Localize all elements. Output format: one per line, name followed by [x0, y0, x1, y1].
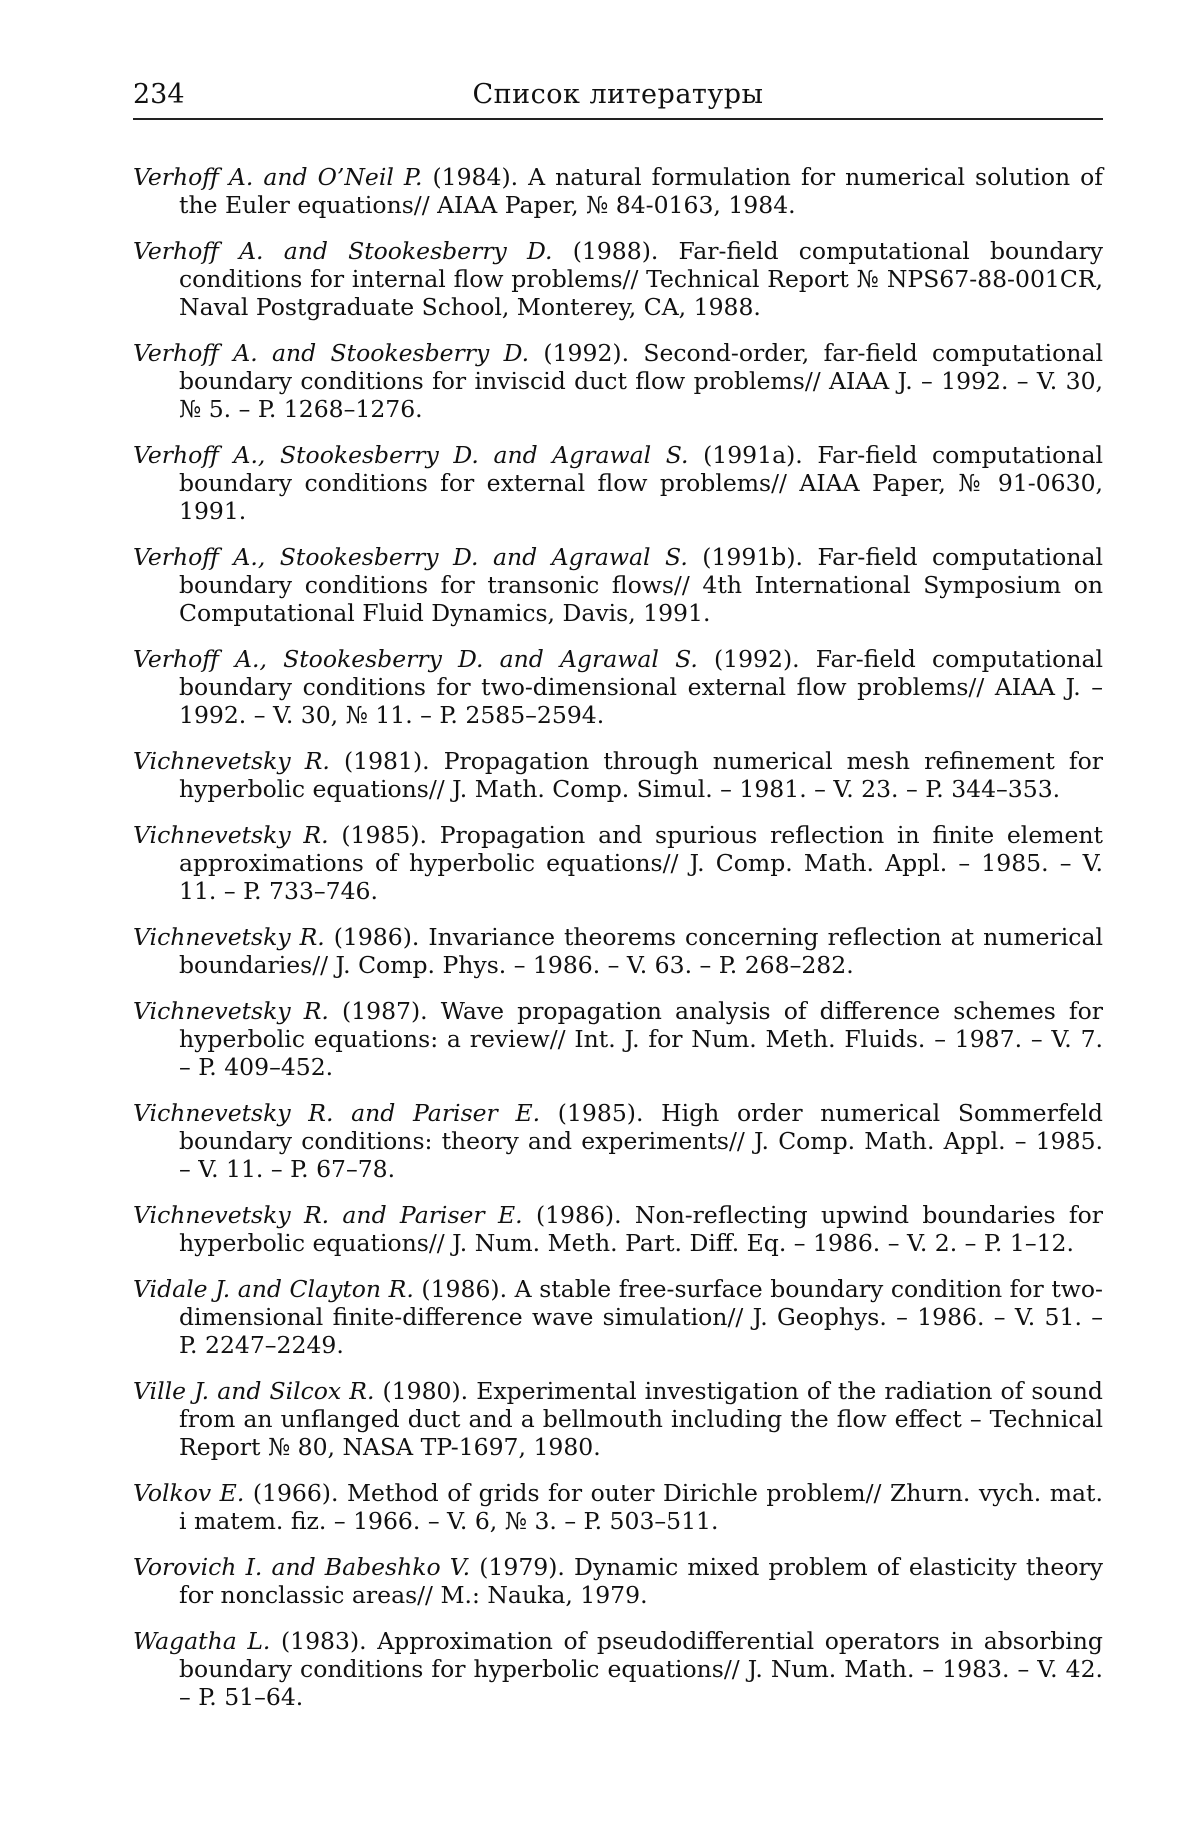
reference-text: Second-order, far-field computational boundary conditions for inviscid duct flow problems// AIAA J. – 1992. – V. 30, № 5. – P. 1268–1276.: [179, 339, 1103, 423]
reference-year: (1991b).: [702, 543, 803, 571]
reference-authors: Vichnevetsky R.: [133, 747, 330, 775]
reference-year: (1986).: [333, 923, 420, 951]
reference-authors: Verhoff A., Stookesberry D. and Agrawal S.: [133, 441, 689, 469]
reference-year: (1986).: [535, 1201, 622, 1229]
reference-year: (1985).: [557, 1099, 644, 1127]
reference-text: Far-field computational boundary conditions for external flow problems// AIAA Paper, № 91-0630, 1991.: [179, 441, 1103, 525]
reference-entry: [133, 237, 1103, 321]
reference-authors: Verhoff A. and O’Neil P.: [133, 163, 423, 191]
page-header: [133, 78, 1103, 120]
reference-text: Dynamic mixed problem of elasticity theory for nonclassic areas// M.: Nauka, 1979.: [179, 1553, 1103, 1609]
reference-entry: [133, 1627, 1103, 1711]
reference-entry: [133, 821, 1103, 905]
reference-authors: Wagatha L.: [133, 1627, 271, 1655]
reference-authors: Ville J. and Silcox R.: [133, 1377, 375, 1405]
reference-year: (1991a).: [703, 441, 803, 469]
reference-entry: [133, 997, 1103, 1081]
reference-text: Approximation of pseudodifferential operators in absorbing boundary conditions for hyperbolic equations// J. Num. Math. – 1983. – V. 42. – P. 51–64.: [179, 1627, 1103, 1711]
reference-text: Non-reflecting upwind boundaries for hyperbolic equations// J. Num. Meth. Part. Diff. Eq. – 1986. – V. 2. – P. 1–12.: [179, 1201, 1103, 1257]
reference-authors: Verhoff A. and Stookesberry D.: [133, 237, 553, 265]
reference-entry: [133, 747, 1103, 803]
reference-year: (1980).: [382, 1377, 469, 1405]
reference-authors: Volkov E.: [133, 1479, 245, 1507]
reference-text: Experimental investigation of the radiation of sound from an unflanged duct and a bellmouth including the flow effect – Technical Report № 80, NASA TP-1697, 1980.: [179, 1377, 1103, 1461]
reference-text: Propagation through numerical mesh refinement for hyperbolic equations// J. Math. Comp. Simul. – 1981. – V. 23. – P. 344–353.: [179, 747, 1103, 803]
reference-text: High order numerical Sommerfeld boundary conditions: theory and experiments// J. Comp. Math. Appl. – 1985. – V. 11. – P. 67–78.: [179, 1099, 1103, 1183]
reference-text: Far-field computational boundary conditions for internal flow problems// Technical Report № NPS67-88-001CR, Naval Postgraduate School, Monterey, CA, 1988.: [179, 237, 1103, 321]
reference-text: A natural formulation for numerical solution of the Euler equations// AIAA Paper, № 84-0163, 1984.: [179, 163, 1103, 219]
reference-entry: [133, 1553, 1103, 1609]
reference-year: (1992).: [713, 645, 800, 673]
reference-entry: [133, 1099, 1103, 1183]
reference-text: Invariance theorems concerning reflection at numerical boundaries// J. Comp. Phys. – 1986. – V. 63. – P. 268–282.: [179, 923, 1103, 979]
reference-year: (1992).: [543, 339, 630, 367]
reference-authors: Vorovich I. and Babeshko V.: [133, 1553, 471, 1581]
reference-authors: Vichnevetsky R.: [133, 923, 325, 951]
reference-authors: Verhoff A., Stookesberry D. and Agrawal S.: [133, 645, 698, 673]
page-number: 234: [133, 79, 185, 110]
reference-authors: Vidale J. and Clayton R.: [133, 1275, 414, 1303]
reference-year: (1985).: [341, 821, 427, 849]
reference-list: [133, 163, 1103, 1729]
reference-entry: [133, 163, 1103, 219]
reference-authors: Vichnevetsky R. and Pariser E.: [133, 1201, 523, 1229]
reference-text: Propagation and spurious reflection in finite element approximations of hyperbolic equations// J. Comp. Math. Appl. – 1985. – V. 11. – P. 733–746.: [179, 821, 1103, 905]
reference-authors: Vichnevetsky R.: [133, 997, 329, 1025]
reference-entry: [133, 1201, 1103, 1257]
reference-text: Method of grids for outer Dirichle problem// Zhurn. vych. mat. i matem. fiz. – 1966. – V. 6, № 3. – P. 503–511.: [179, 1479, 1103, 1535]
reference-entry: [133, 441, 1103, 525]
reference-text: A stable free-surface boundary condition for two-dimensional finite-difference wave simulation// J. Geophys. – 1986. – V. 51. – P. 2247–2249.: [179, 1275, 1103, 1359]
reference-year: (1983).: [280, 1627, 367, 1655]
reference-text: Far-field computational boundary conditions for two-dimensional external flow problems// AIAA J. – 1992. – V. 30, № 11. – P. 2585–2594.: [179, 645, 1103, 729]
reference-year: (1988).: [572, 237, 659, 265]
reference-authors: Verhoff A., Stookesberry D. and Agrawal S.: [133, 543, 688, 571]
reference-text: Wave propagation analysis of difference schemes for hyperbolic equations: a review// Int. J. for Num. Meth. Fluids. – 1987. – V. 7. – P. 409–452.: [179, 997, 1103, 1081]
reference-year: (1987).: [342, 997, 428, 1025]
reference-year: (1981).: [343, 747, 430, 775]
reference-entry: [133, 339, 1103, 423]
reference-year: (1986).: [421, 1275, 508, 1303]
running-title: Список литературы: [472, 79, 764, 110]
reference-year: (1979).: [479, 1553, 565, 1581]
reference-entry: [133, 645, 1103, 729]
reference-authors: Verhoff A. and Stookesberry D.: [133, 339, 530, 367]
reference-entry: [133, 1377, 1103, 1461]
reference-entry: [133, 1479, 1103, 1535]
reference-authors: Vichnevetsky R.: [133, 821, 329, 849]
reference-text: Far-field computational boundary conditions for transonic flows// 4th International Symposium on Computational Fluid Dynamics, Davis, 1991.: [179, 543, 1103, 627]
reference-year: (1966).: [252, 1479, 339, 1507]
reference-entry: [133, 923, 1103, 979]
reference-entry: [133, 1275, 1103, 1359]
reference-year: (1984).: [432, 163, 519, 191]
reference-entry: [133, 543, 1103, 627]
reference-authors: Vichnevetsky R. and Pariser E.: [133, 1099, 541, 1127]
